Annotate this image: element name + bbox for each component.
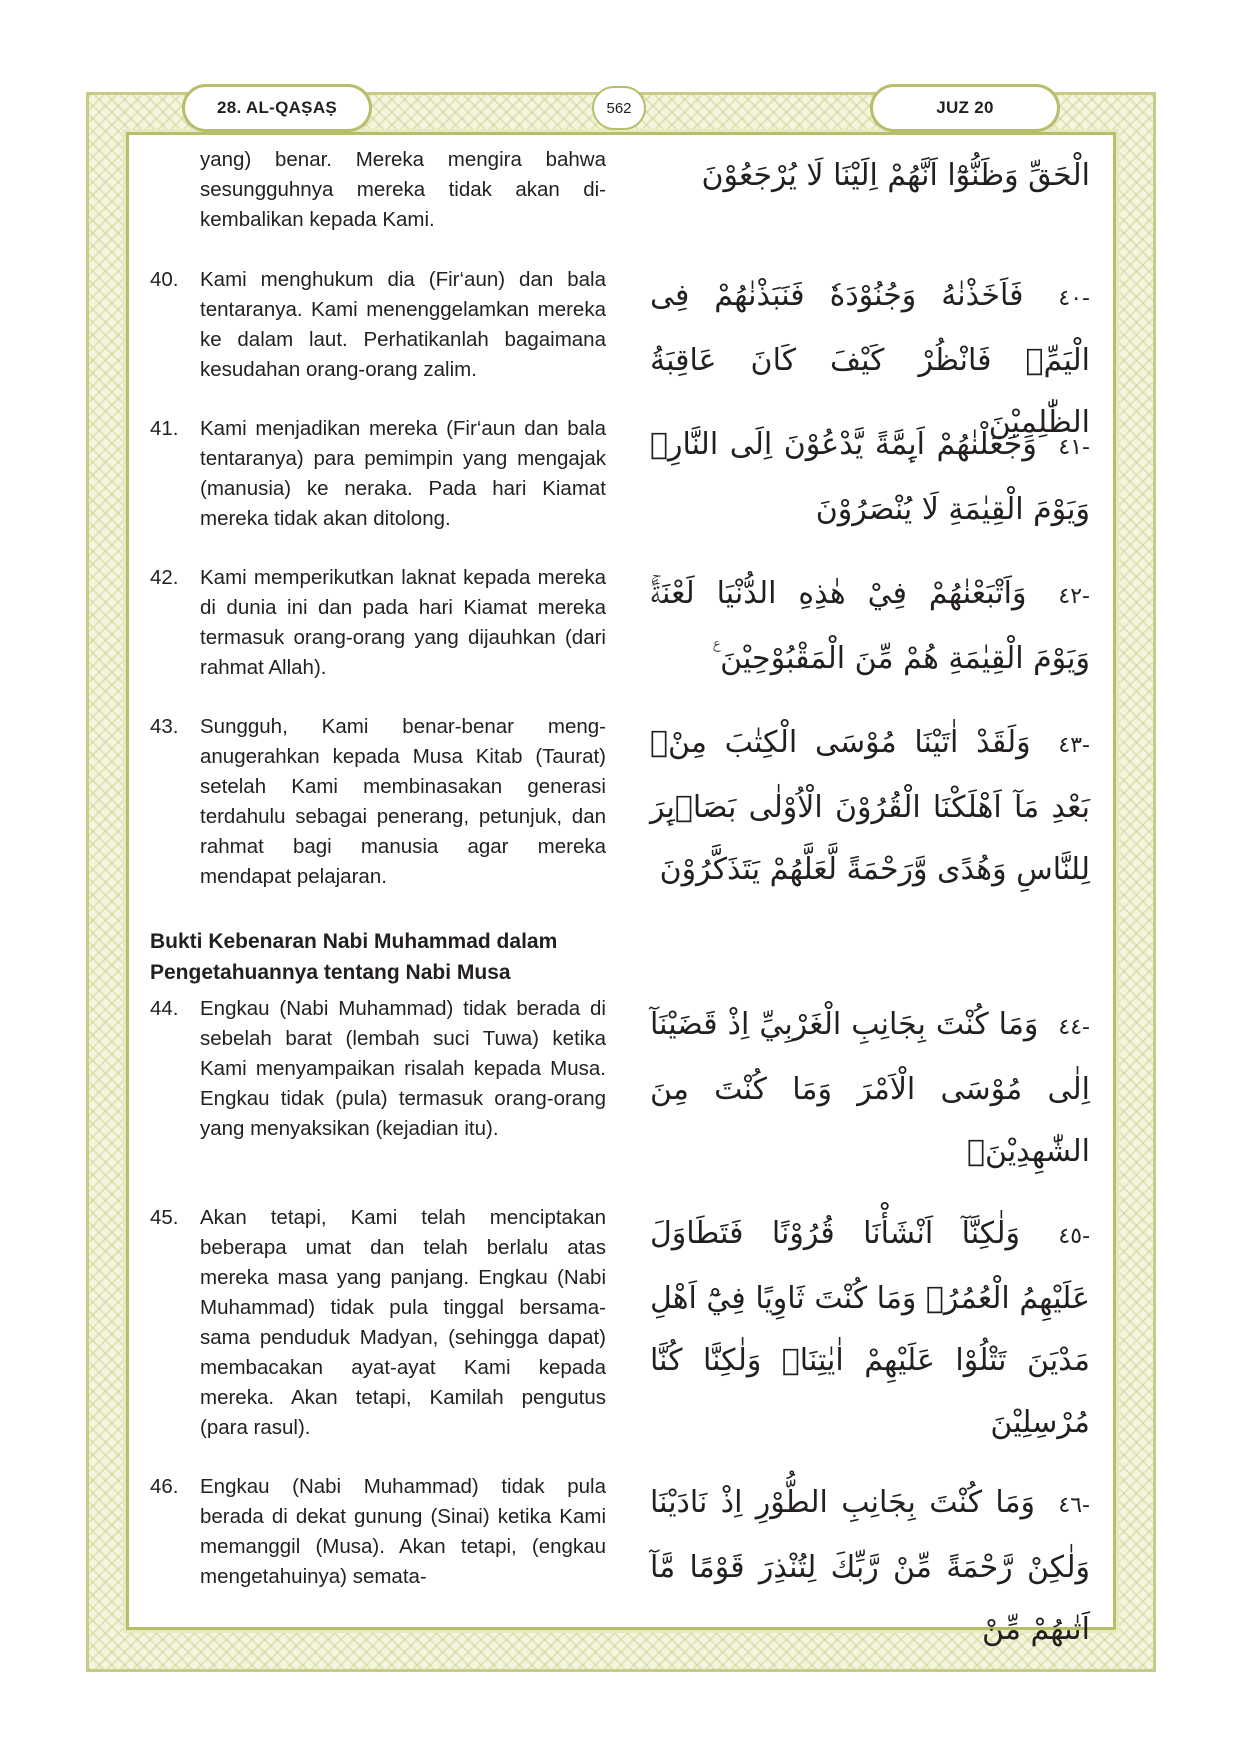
surah-name: 28. AL-QAṢAṢ [216, 98, 338, 117]
arabic-verse-number: -٤١ [1058, 435, 1090, 460]
arabic-text: -٤٦ وَمَا كُنْتَ بِجَانِبِ الطُّوْرِ اِذْ نَادَيْنَا وَلٰكِنْ رَّحْمَةً مِّنْ رَّبِّكَ لِتُنْذِرَ قَوْمًا مَّآ اَتٰىهُمْ مِّنْ [650, 1485, 1090, 1647]
verse-number: 45. [150, 1206, 179, 1229]
arabic-text: -٤٢ وَاَتْبَعْنٰهُمْ فِيْ هٰذِهِ الدُّنْيَا لَعْنَةًۚ وَيَوْمَ الْقِيٰمَةِ هُمْ مِّنَ الْمَقْبُوْحِيْنَ ࣖ [650, 576, 1090, 676]
translation-text: Kami menghukum dia (Fir‘aun) dan bala tentaranya. Kami menenggelamkan mereka ke dalam laut. Perhatikanlah bagaimana kesudahan orang-orang zalim. [200, 268, 606, 381]
surah-name-badge [182, 84, 372, 132]
translation-text: Engkau (Nabi Muhammad) tidak berada di sebelah barat (lembah suci Tuwa) ketika Kami menyampaikan risalah kepada Musa. Engkau tidak (pula) termasuk orang-orang yang menyaksikan (kejadian itu). [200, 997, 606, 1140]
arabic-text: الْحَقِّ وَظَنُّوْٓا اَنَّهُمْ اِلَيْنَا لَا يُرْجَعُوْنَ [701, 158, 1090, 193]
verse-number: 40. [150, 268, 179, 291]
arabic-verse-number: -٤٦ [1058, 1493, 1090, 1518]
translation [150, 563, 606, 683]
translation-text: Sungguh, Kami benar-benar menganugerahkan kepada Musa Kitab (Taurat) setelah Kami membinasakan generasi terdahulu sebagai penerang, petunjuk, dan rahmat bagi manusia agar mereka mendapat pelajaran. [200, 715, 606, 888]
translation [150, 265, 606, 385]
verse-number: 43. [150, 715, 179, 738]
arabic-verse-number: -٤٤ [1058, 1015, 1090, 1040]
verse-number: 41. [150, 417, 179, 440]
translation [150, 712, 606, 892]
translation [150, 1203, 606, 1443]
arabic-verse-number: -٤٢ [1058, 584, 1090, 609]
translation [150, 414, 606, 534]
juz-label: JUZ 20 [936, 98, 994, 117]
translation [150, 994, 606, 1144]
arabic-text: -٤٣ وَلَقَدْ اٰتَيْنَا مُوْسَى الْكِتٰبَ مِنْۢ بَعْدِ مَآ اَهْلَكْنَا الْقُرُوْنَ الْاُوْلٰى بَصَاۤىِٕرَ لِلنَّاسِ وَهُدًى وَّرَحْمَةً لَّعَلَّهُمْ يَتَذَكَّرُوْنَ [650, 725, 1090, 887]
arabic-text: -٤٥ وَلٰكِنَّآ اَنْشَأْنَا قُرُوْنًا فَتَطَاوَلَ عَلَيْهِمُ الْعُمُرُۚ وَمَا كُنْتَ ثَاوِيًا فِيْٓ اَهْلِ مَدْيَنَ تَتْلُوْا عَلَيْهِمْ اٰيٰتِنَاۙ وَلٰكِنَّا كُنَّا مُرْسِلِيْنَ [650, 1216, 1091, 1440]
translation-text: Kami memperikutkan laknat kepada mereka di dunia ini dan pada hari Kiamat mereka termasuk orang-orang yang dijauhkan (dari rahmat Allah). [200, 566, 606, 679]
translation-text: Kami menjadikan mereka (Fir‘aun dan bala tentaranya) para pemimpin yang mengajak (manusia) ke neraka. Pada hari Kiamat mereka tidak akan ditolong. [200, 417, 606, 530]
juz-badge [870, 84, 1060, 132]
page-number-badge [592, 86, 646, 130]
translation-text: yang) benar. Mereka mengira bahwa sesungguhnya mereka tidak akan dikembalikan kepada Kami. [200, 148, 606, 231]
verse-number: 44. [150, 997, 179, 1020]
translation-text: Akan tetapi, Kami telah menciptakan beberapa umat dan telah berlalu atas mereka masa yang panjang. Engkau (Nabi Muhammad) tidak pula tinggal bersama-sama penduduk Madyan, (sehingga dapat) membacakan ayat-ayat Kami kepada mereka. Akan tetapi, Kamilah pengutus (para rasul). [200, 1206, 606, 1439]
arabic-text: -٤١ وَجَعَلْنٰهُمْ اَىِٕمَّةً يَّدْعُوْنَ اِلَى النَّارِۚ وَيَوْمَ الْقِيٰمَةِ لَا يُنْصَرُوْنَ [650, 427, 1090, 527]
section-heading: Bukti Kebenaran Nabi Muhammad dalam Pengetahuannya tentang Nabi Musa [150, 930, 558, 984]
translation-text: Engkau (Nabi Muhammad) tidak pula berada di dekat gunung (Sinai) ketika Kami memanggil (Musa). Akan tetapi, (engkau mengetahuinya) semata- [200, 1475, 606, 1588]
arabic-text: -٤٠ فَاَخَذْنٰهُ وَجُنُوْدَهٗ فَنَبَذْنٰهُمْ فِى الْيَمِّۚ فَانْظُرْ كَيْفَ كَانَ عَاقِبَةُ الظّٰلِمِيْنَ [650, 278, 1090, 440]
arabic-verse-number: -٤٠ [1058, 286, 1090, 311]
arabic-text: -٤٤ وَمَا كُنْتَ بِجَانِبِ الْغَرْبِيِّ اِذْ قَضَيْنَآ اِلٰى مُوْسَى الْاَمْرَ وَمَا كُنْتَ مِنَ الشّٰهِدِيْنَۙ [650, 1007, 1090, 1169]
verse-number: 42. [150, 566, 179, 589]
arabic-verse-number: -٤٣ [1058, 733, 1090, 758]
translation [150, 1472, 606, 1592]
arabic-verse-number: -٤٥ [1058, 1224, 1091, 1249]
verse-number: 46. [150, 1475, 179, 1498]
page-number: 562 [606, 99, 632, 117]
